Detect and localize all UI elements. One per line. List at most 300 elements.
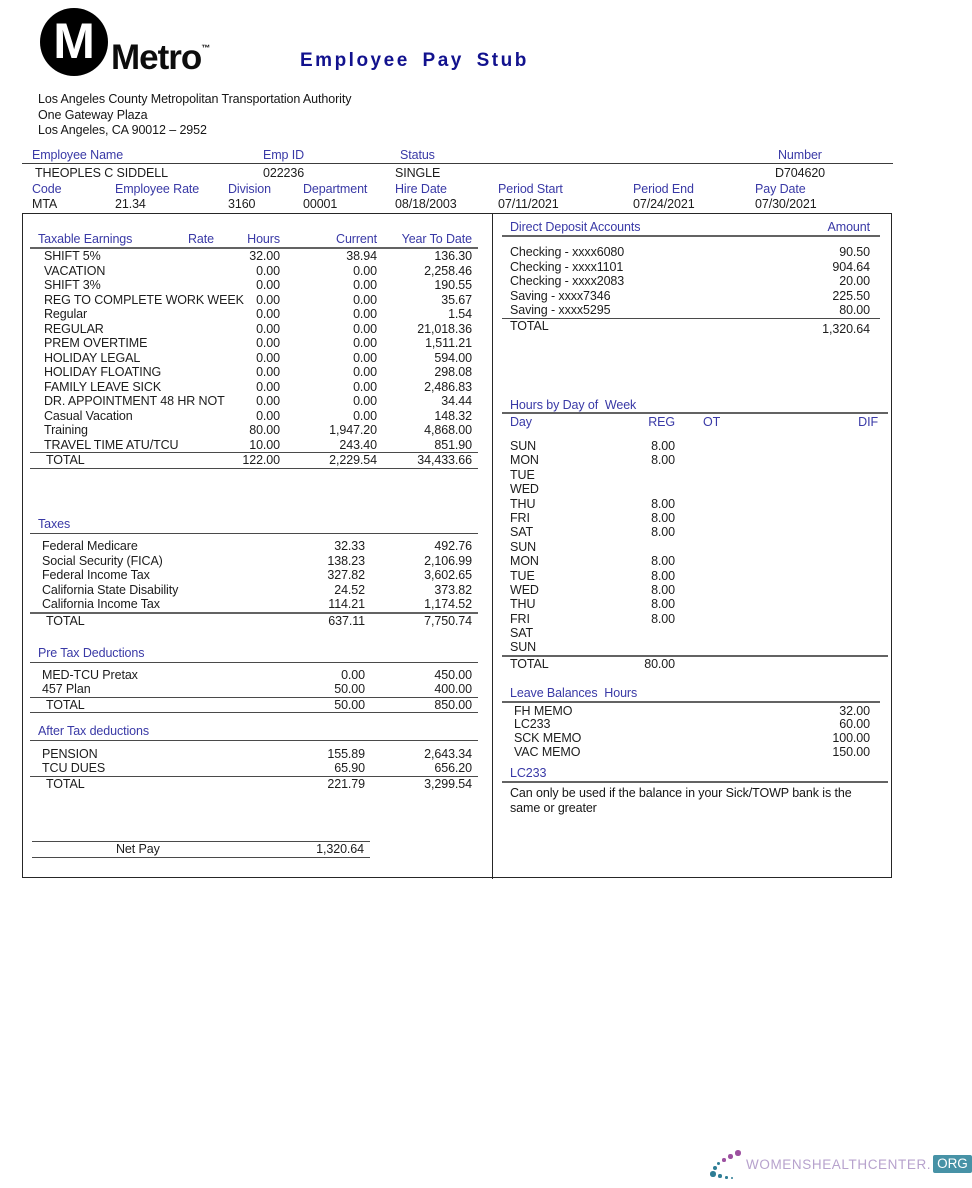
row-label: VACATION bbox=[44, 263, 106, 278]
cell-ot bbox=[675, 612, 735, 626]
cell-current: 65.90 bbox=[334, 761, 365, 775]
direct-deposit-rows bbox=[510, 245, 870, 318]
cell-dif bbox=[735, 583, 878, 597]
cell-current: 0.00 bbox=[353, 263, 377, 278]
cell-day: SAT bbox=[510, 525, 534, 540]
table-row bbox=[510, 245, 870, 260]
cell-reg: 8.00 bbox=[651, 582, 675, 597]
division-value: 3160 bbox=[228, 197, 256, 211]
period-end-value: 07/24/2021 bbox=[633, 197, 695, 211]
cell-reg: 8.00 bbox=[651, 510, 675, 525]
employee-name-value: THEOPLES C SIDDELL bbox=[35, 166, 168, 180]
col-hours: Hours bbox=[247, 232, 280, 246]
cell-day: SAT bbox=[510, 626, 534, 641]
status-value: SINGLE bbox=[395, 166, 441, 180]
dot bbox=[710, 1171, 716, 1177]
row-label: REG TO COMPLETE WORK WEEK bbox=[44, 292, 244, 307]
employee-name-label: Employee Name bbox=[32, 148, 124, 162]
table-row bbox=[38, 293, 472, 308]
cell-dif bbox=[735, 482, 878, 496]
cell-current: 50.00 bbox=[334, 682, 365, 696]
table-row bbox=[510, 439, 878, 453]
cell-rate bbox=[188, 278, 230, 293]
dot bbox=[722, 1158, 726, 1162]
cell-ot bbox=[675, 511, 735, 525]
dot bbox=[735, 1150, 741, 1156]
dot bbox=[718, 1174, 722, 1178]
cell-hours: 0.00 bbox=[256, 263, 280, 278]
watermark-dots-icon bbox=[708, 1149, 746, 1179]
dot bbox=[713, 1166, 717, 1170]
cell-dif bbox=[735, 540, 878, 554]
number-value: D704620 bbox=[775, 166, 826, 180]
cell-ytd: 594.00 bbox=[434, 350, 472, 365]
table-row bbox=[510, 274, 870, 289]
table-row bbox=[38, 409, 472, 424]
cell-current: 0.00 bbox=[353, 394, 377, 408]
cell-ot bbox=[675, 482, 735, 496]
spacer bbox=[188, 453, 230, 468]
cell-reg: 8.00 bbox=[651, 597, 675, 612]
cell-dif bbox=[735, 569, 878, 583]
cell-day: THU bbox=[510, 496, 536, 511]
hours-by-day-section bbox=[510, 398, 878, 671]
hours-header-row bbox=[510, 415, 878, 430]
row-label: California Income Tax bbox=[42, 597, 160, 611]
cell-hours: 0.00 bbox=[256, 350, 280, 365]
cell-ytd: 2,258.46 bbox=[424, 263, 472, 278]
cell-ytd: 373.82 bbox=[434, 582, 472, 597]
cell-current: 243.40 bbox=[339, 437, 377, 452]
address-line: Los Angeles, CA 90012 – 2952 bbox=[38, 123, 207, 137]
page-title: Employee Pay Stub bbox=[300, 50, 529, 71]
cell-current: 0.00 bbox=[353, 321, 377, 336]
direct-deposit-section bbox=[510, 220, 870, 336]
account-label: Checking - xxxx1101 bbox=[510, 259, 624, 274]
cell-hours: 0.00 bbox=[256, 408, 280, 423]
table-row bbox=[510, 303, 870, 318]
cell-hours: 0.00 bbox=[256, 278, 280, 292]
row-label: PENSION bbox=[42, 746, 98, 761]
divider bbox=[30, 712, 478, 713]
employee-rate-label: Employee Rate bbox=[115, 182, 200, 196]
trademark-symbol: ™ bbox=[201, 43, 210, 53]
cell-ytd: 2,643.34 bbox=[424, 746, 472, 761]
cell-hours: 0.00 bbox=[256, 336, 280, 350]
cell-rate bbox=[188, 394, 230, 409]
row-label: SHIFT 5% bbox=[44, 249, 101, 263]
cell-ytd: 148.32 bbox=[434, 408, 472, 423]
pre-tax-section bbox=[38, 646, 472, 713]
divider bbox=[30, 468, 478, 469]
account-label: Checking - xxxx6080 bbox=[510, 245, 625, 259]
cell-ot bbox=[675, 640, 735, 654]
leave-value: 60.00 bbox=[839, 717, 870, 732]
row-label: FAMILY LEAVE SICK bbox=[44, 379, 162, 394]
divider bbox=[30, 662, 478, 663]
account-label: Checking - xxxx2083 bbox=[510, 274, 625, 288]
amount-label: Amount bbox=[827, 220, 870, 234]
period-end-label: Period End bbox=[633, 182, 694, 196]
after-tax-total-row bbox=[38, 777, 472, 792]
cell-ytd: 136.30 bbox=[434, 249, 472, 263]
cell-ytd: 2,486.83 bbox=[424, 379, 472, 394]
hours-by-day-title: Hours by Day of Week bbox=[510, 398, 637, 412]
hours-total-row bbox=[510, 657, 878, 672]
cell-ytd: 2,106.99 bbox=[424, 553, 472, 568]
after-tax-rows bbox=[38, 747, 472, 776]
cell-day: THU bbox=[510, 597, 536, 612]
leave-label: LC233 bbox=[514, 717, 551, 732]
row-label: DR. APPOINTMENT 48 HR NOT bbox=[44, 394, 225, 408]
table-row bbox=[38, 554, 472, 569]
cell-ytd: 492.76 bbox=[434, 539, 472, 553]
cell-dif bbox=[735, 511, 878, 525]
cell-ot bbox=[675, 597, 735, 611]
direct-deposit-title: Direct Deposit Accounts bbox=[510, 220, 641, 234]
cell-dif bbox=[735, 468, 878, 482]
cell-current: 0.00 bbox=[353, 336, 377, 350]
divider bbox=[502, 781, 888, 783]
table-row bbox=[510, 482, 878, 496]
brand-text bbox=[111, 38, 209, 78]
table-row bbox=[38, 539, 472, 554]
table-row bbox=[510, 525, 878, 539]
hire-date-label: Hire Date bbox=[395, 182, 447, 196]
table-row bbox=[38, 668, 472, 683]
cell-reg bbox=[600, 468, 675, 482]
cell-current: 0.00 bbox=[353, 278, 377, 292]
total-label: TOTAL bbox=[510, 656, 549, 671]
pre-tax-title: Pre Tax Deductions bbox=[38, 646, 145, 660]
cell-hours: 80.00 bbox=[249, 423, 280, 437]
cell-rate bbox=[188, 365, 230, 380]
leave-value: 150.00 bbox=[832, 744, 870, 759]
cell-dif bbox=[735, 640, 878, 654]
table-row bbox=[38, 278, 472, 293]
total-label: TOTAL bbox=[46, 697, 85, 712]
table-row bbox=[38, 438, 472, 453]
total-ytd: 7,750.74 bbox=[424, 613, 472, 628]
spacer bbox=[735, 657, 878, 672]
table-row bbox=[38, 365, 472, 380]
period-start-value: 07/11/2021 bbox=[498, 197, 559, 211]
table-row bbox=[38, 682, 472, 697]
code-value: MTA bbox=[32, 197, 58, 211]
hours-rows bbox=[510, 439, 878, 655]
cell-current: 155.89 bbox=[327, 746, 365, 761]
watermark-tld-badge: ORG bbox=[933, 1155, 971, 1173]
cell-hours: 0.00 bbox=[256, 292, 280, 307]
net-pay-row bbox=[32, 842, 370, 857]
direct-deposit-header bbox=[510, 220, 870, 235]
total-current: 221.79 bbox=[327, 776, 365, 791]
table-row bbox=[38, 568, 472, 583]
total-current: 2,229.54 bbox=[329, 453, 377, 467]
cell-ot bbox=[675, 554, 735, 568]
lc233-note: Can only be used if the balance in your Sick/TOWP bank is the same or greater bbox=[510, 786, 852, 815]
leave-value: 100.00 bbox=[832, 731, 870, 746]
divider bbox=[30, 740, 478, 741]
table-row bbox=[510, 289, 870, 304]
table-row bbox=[510, 453, 878, 467]
earnings-rows bbox=[38, 249, 472, 452]
table-row bbox=[510, 497, 878, 511]
cell-rate bbox=[188, 409, 230, 424]
cell-hours: 0.00 bbox=[256, 394, 280, 408]
employee-rate-value: 21.34 bbox=[115, 197, 146, 211]
department-value: 00001 bbox=[303, 197, 338, 211]
account-amount: 90.50 bbox=[839, 245, 870, 259]
row-label: TRAVEL TIME ATU/TCU bbox=[44, 437, 179, 452]
cell-current: 327.82 bbox=[327, 568, 365, 582]
table-row bbox=[510, 540, 878, 554]
cell-current: 0.00 bbox=[353, 307, 377, 321]
number-label: Number bbox=[778, 148, 822, 162]
cell-reg: 8.00 bbox=[651, 568, 675, 583]
net-pay-section bbox=[32, 841, 370, 858]
col-day: Day bbox=[510, 415, 532, 429]
cell-dif bbox=[735, 554, 878, 568]
total-label: TOTAL bbox=[510, 318, 549, 333]
account-amount: 225.50 bbox=[832, 288, 870, 303]
total-label: TOTAL bbox=[46, 453, 85, 467]
leave-label: FH MEMO bbox=[514, 703, 573, 718]
table-row bbox=[510, 718, 870, 732]
leave-value: 32.00 bbox=[839, 703, 870, 718]
cell-current: 138.23 bbox=[327, 553, 365, 568]
cell-rate bbox=[188, 380, 230, 395]
cell-day: MON bbox=[510, 453, 539, 468]
col-ot: OT bbox=[703, 415, 721, 429]
cell-ytd: 1.54 bbox=[448, 307, 472, 321]
cell-reg bbox=[600, 540, 675, 554]
row-label: 457 Plan bbox=[42, 682, 91, 696]
net-pay-label: Net Pay bbox=[116, 842, 160, 856]
cell-day: FRI bbox=[510, 611, 530, 626]
cell-ot bbox=[675, 497, 735, 511]
cell-hours: 0.00 bbox=[256, 365, 280, 379]
cell-reg: 8.00 bbox=[651, 439, 675, 453]
row-label: Regular bbox=[44, 307, 88, 321]
metro-logo-icon: M bbox=[40, 8, 108, 76]
table-row bbox=[510, 705, 870, 719]
total-ytd: 34,433.66 bbox=[417, 453, 472, 467]
department-label: Department bbox=[303, 182, 368, 196]
pre-tax-rows bbox=[38, 668, 472, 697]
cell-reg: 8.00 bbox=[651, 496, 675, 511]
cell-day: MON bbox=[510, 554, 539, 569]
col-current: Current bbox=[336, 232, 377, 246]
cell-reg bbox=[600, 640, 675, 654]
cell-current: 114.21 bbox=[328, 597, 365, 611]
address-line: One Gateway Plaza bbox=[38, 107, 148, 122]
cell-current: 0.00 bbox=[353, 350, 377, 365]
table-row bbox=[510, 626, 878, 640]
cell-reg bbox=[600, 482, 675, 496]
lc233-title: LC233 bbox=[510, 766, 547, 780]
brand-name: Metro bbox=[111, 38, 202, 77]
cell-current: 32.33 bbox=[334, 539, 365, 553]
table-row bbox=[38, 583, 472, 598]
cell-reg: 8.00 bbox=[651, 453, 675, 468]
total-current: 50.00 bbox=[334, 697, 365, 712]
dot bbox=[728, 1154, 733, 1159]
dot bbox=[725, 1176, 728, 1179]
col-reg: REG bbox=[648, 415, 675, 429]
taxes-total-row bbox=[38, 614, 472, 629]
dot bbox=[717, 1162, 720, 1165]
account-amount: 80.00 bbox=[839, 303, 870, 317]
col-ytd: Year To Date bbox=[401, 232, 472, 246]
column-divider bbox=[492, 213, 493, 879]
cell-day: SUN bbox=[510, 539, 537, 554]
company-address bbox=[38, 92, 351, 139]
total-ytd: 850.00 bbox=[434, 697, 472, 712]
table-row bbox=[38, 336, 472, 351]
divider bbox=[502, 701, 880, 703]
cell-ot bbox=[675, 525, 735, 539]
leave-balances-section bbox=[510, 686, 870, 760]
cell-rate bbox=[188, 249, 230, 264]
cell-hours: 32.00 bbox=[249, 249, 280, 263]
cell-hours: 10.00 bbox=[249, 437, 280, 452]
spacer bbox=[675, 657, 735, 672]
cell-ytd: 298.08 bbox=[434, 365, 472, 379]
cell-current: 0.00 bbox=[353, 408, 377, 423]
total-hours: 122.00 bbox=[242, 453, 280, 467]
cell-rate bbox=[188, 293, 230, 308]
cell-reg: 8.00 bbox=[651, 525, 675, 540]
row-label: MED-TCU Pretax bbox=[42, 667, 138, 682]
table-row bbox=[38, 747, 472, 762]
table-row bbox=[510, 583, 878, 597]
emp-id-label: Emp ID bbox=[263, 148, 305, 162]
row-label: PREM OVERTIME bbox=[44, 336, 148, 350]
cell-day: TUE bbox=[510, 467, 535, 482]
cell-day: SUN bbox=[510, 640, 537, 655]
cell-ot bbox=[675, 626, 735, 640]
table-row bbox=[38, 761, 472, 776]
cell-ot bbox=[675, 540, 735, 554]
account-amount: 904.64 bbox=[832, 259, 870, 274]
col-taxable-earnings: Taxable Earnings bbox=[38, 232, 133, 246]
table-row bbox=[38, 394, 472, 409]
row-label: California State Disability bbox=[42, 582, 179, 597]
pay-date-label: Pay Date bbox=[755, 182, 806, 196]
cell-ytd: 1,511.21 bbox=[425, 336, 472, 350]
cell-hours: 0.00 bbox=[256, 307, 280, 321]
divider bbox=[30, 533, 478, 534]
row-label: Social Security (FICA) bbox=[42, 553, 163, 568]
cell-reg bbox=[600, 626, 675, 640]
total-ytd: 3,299.54 bbox=[424, 776, 472, 791]
row-label: HOLIDAY FLOATING bbox=[44, 365, 162, 379]
watermark bbox=[708, 1148, 972, 1180]
cell-current: 0.00 bbox=[353, 292, 377, 307]
row-label: TCU DUES bbox=[42, 761, 106, 775]
cell-ot bbox=[675, 468, 735, 482]
table-row bbox=[38, 307, 472, 322]
cell-rate bbox=[188, 351, 230, 366]
row-label: Training bbox=[44, 423, 88, 437]
taxable-earnings-section bbox=[38, 231, 472, 469]
account-label: Saving - xxxx7346 bbox=[510, 288, 611, 303]
cell-dif bbox=[735, 525, 878, 539]
col-dif: DIF bbox=[858, 415, 878, 429]
cell-reg: 8.00 bbox=[651, 554, 675, 569]
cell-hours: 0.00 bbox=[256, 379, 280, 394]
cell-day: TUE bbox=[510, 568, 535, 583]
cell-ot bbox=[675, 583, 735, 597]
table-row bbox=[510, 640, 878, 654]
lc233-section bbox=[510, 766, 878, 815]
cell-current: 24.52 bbox=[334, 582, 365, 597]
pay-date-value: 07/30/2021 bbox=[755, 197, 817, 211]
leave-label: VAC MEMO bbox=[514, 744, 581, 759]
hire-date-value: 08/18/2003 bbox=[395, 197, 457, 211]
cell-rate bbox=[188, 423, 230, 438]
table-row bbox=[510, 612, 878, 626]
leave-balances-title: Leave Balances Hours bbox=[510, 686, 638, 700]
cell-ot bbox=[675, 569, 735, 583]
table-row bbox=[510, 746, 870, 760]
total-amount: 1,320.64 bbox=[822, 321, 870, 336]
earnings-header-row bbox=[38, 231, 472, 247]
watermark-site-text: WOMENSHEALTHCENTER. bbox=[746, 1156, 932, 1172]
cell-rate bbox=[188, 336, 230, 351]
divider bbox=[32, 857, 370, 858]
address-line: Los Angeles County Metropolitan Transportation Authority bbox=[38, 92, 352, 106]
account-label: Saving - xxxx5295 bbox=[510, 303, 611, 317]
row-label: Casual Vacation bbox=[44, 408, 133, 423]
table-row bbox=[38, 249, 472, 264]
total-label: TOTAL bbox=[46, 613, 85, 628]
cell-current: 1,947.20 bbox=[329, 423, 377, 437]
cell-ytd: 3,602.65 bbox=[424, 568, 472, 582]
net-pay-value: 1,320.64 bbox=[316, 842, 364, 856]
cell-rate bbox=[188, 322, 230, 337]
cell-ytd: 1,174.52 bbox=[424, 597, 472, 611]
table-row bbox=[38, 351, 472, 366]
cell-dif bbox=[735, 439, 878, 453]
cell-current: 0.00 bbox=[341, 667, 365, 682]
cell-hours: 0.00 bbox=[256, 321, 280, 336]
cell-rate bbox=[188, 307, 230, 322]
taxes-rows bbox=[38, 539, 472, 612]
after-tax-title: After Tax deductions bbox=[38, 724, 150, 738]
cell-current: 38.94 bbox=[346, 249, 377, 263]
cell-current: 0.00 bbox=[353, 365, 377, 379]
divider bbox=[22, 163, 893, 164]
divider bbox=[502, 412, 888, 414]
cell-ytd: 190.55 bbox=[434, 278, 472, 292]
account-amount: 20.00 bbox=[839, 274, 870, 288]
cell-rate bbox=[188, 264, 230, 279]
total-current: 637.11 bbox=[328, 613, 365, 628]
col-rate: Rate bbox=[188, 232, 215, 246]
cell-day: WED bbox=[510, 582, 539, 597]
cell-dif bbox=[735, 612, 878, 626]
status-label: Status bbox=[400, 148, 435, 162]
total-label: TOTAL bbox=[46, 776, 85, 791]
row-label: Federal Medicare bbox=[42, 539, 138, 553]
earnings-total-row bbox=[38, 453, 472, 468]
table-row bbox=[510, 732, 870, 746]
cell-day: SUN bbox=[510, 439, 537, 453]
period-start-label: Period Start bbox=[498, 182, 563, 196]
dot bbox=[731, 1177, 733, 1179]
